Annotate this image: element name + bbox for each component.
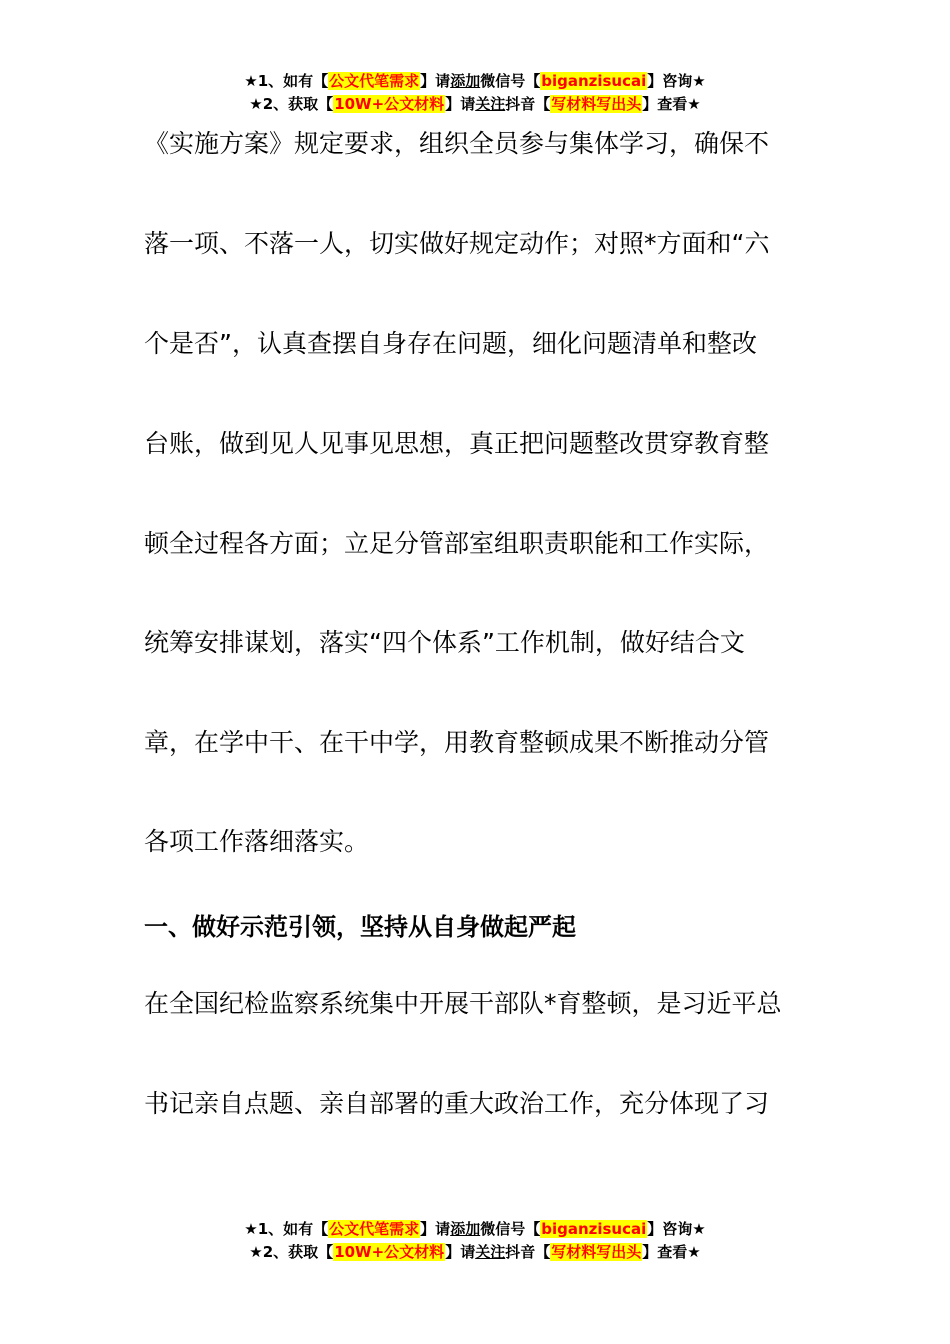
highlight-service: 公文代笔需求 bbox=[329, 1220, 420, 1238]
underlined-word: 添加 bbox=[450, 72, 481, 90]
paragraph-2-line-2: 书记亲自点题、亲自部署的重大政治工作，充分体现了习 bbox=[144, 1089, 770, 1118]
highlight-account: 写材料写出头 bbox=[551, 1243, 642, 1261]
paragraph-1-line-7: 章，在学中干、在干中学，用教育整顿成果不断推动分管 bbox=[144, 728, 770, 757]
paragraph-1-line-1: 《实施方案》规定要求，组织全员参与集体学习，确保不 bbox=[144, 129, 770, 158]
underlined-word: 关注 bbox=[475, 1243, 506, 1261]
highlight-wechat-id: biganzisucai bbox=[541, 72, 647, 90]
banner-text: 微信号【 bbox=[480, 72, 541, 90]
paragraph-1-line-4: 台账，做到见人见事见思想，真正把问题整改贯穿教育整 bbox=[144, 429, 770, 458]
header-banner bbox=[0, 70, 950, 116]
banner-text: 】请 bbox=[445, 1243, 476, 1261]
banner-line-2 bbox=[0, 93, 950, 116]
banner-text: 】查看★ bbox=[642, 1243, 701, 1261]
banner-line-2 bbox=[0, 1241, 950, 1264]
highlight-account: 写材料写出头 bbox=[551, 95, 642, 113]
banner-text: ★1、如有【 bbox=[244, 72, 329, 90]
banner-text: 】请 bbox=[420, 72, 451, 90]
banner-text: ★2、获取【 bbox=[249, 95, 334, 113]
paragraph-1-line-2: 落一项、不落一人，切实做好规定动作；对照*方面和“六 bbox=[144, 229, 770, 258]
banner-text: ★1、如有【 bbox=[244, 1220, 329, 1238]
banner-text: 抖音【 bbox=[505, 1243, 551, 1261]
paragraph-1-line-3: 个是否”，认真查摆自身存在问题，细化问题清单和整改 bbox=[144, 329, 757, 358]
highlight-materials: 10W+公文材料 bbox=[334, 1243, 445, 1261]
banner-text: 】请 bbox=[420, 1220, 451, 1238]
highlight-wechat-id: biganzisucai bbox=[541, 1220, 647, 1238]
banner-text: 抖音【 bbox=[505, 95, 551, 113]
paragraph-1-line-8: 各项工作落细落实。 bbox=[144, 827, 370, 856]
highlight-materials: 10W+公文材料 bbox=[334, 95, 445, 113]
banner-text: 】查看★ bbox=[642, 95, 701, 113]
footer-banner bbox=[0, 1218, 950, 1264]
paragraph-2-line-1: 在全国纪检监察系统集中开展干部队*育整顿，是习近平总 bbox=[144, 989, 782, 1018]
banner-line-1 bbox=[0, 1218, 950, 1241]
banner-text: 】咨询★ bbox=[647, 72, 706, 90]
paragraph-1-line-6: 统筹安排谋划，落实“四个体系”工作机制，做好结合文 bbox=[144, 628, 745, 657]
underlined-word: 添加 bbox=[450, 1220, 481, 1238]
banner-text: 微信号【 bbox=[480, 1220, 541, 1238]
section-heading: 一、做好示范引领，坚持从自身做起严起 bbox=[144, 913, 576, 941]
banner-text: 】请 bbox=[445, 95, 476, 113]
banner-text: ★2、获取【 bbox=[249, 1243, 334, 1261]
underlined-word: 关注 bbox=[475, 95, 506, 113]
banner-line-1 bbox=[0, 70, 950, 93]
banner-text: 】咨询★ bbox=[647, 1220, 706, 1238]
paragraph-1-line-5: 顿全过程各方面；立足分管部室组职责职能和工作实际， bbox=[144, 529, 770, 558]
highlight-service: 公文代笔需求 bbox=[329, 72, 420, 90]
